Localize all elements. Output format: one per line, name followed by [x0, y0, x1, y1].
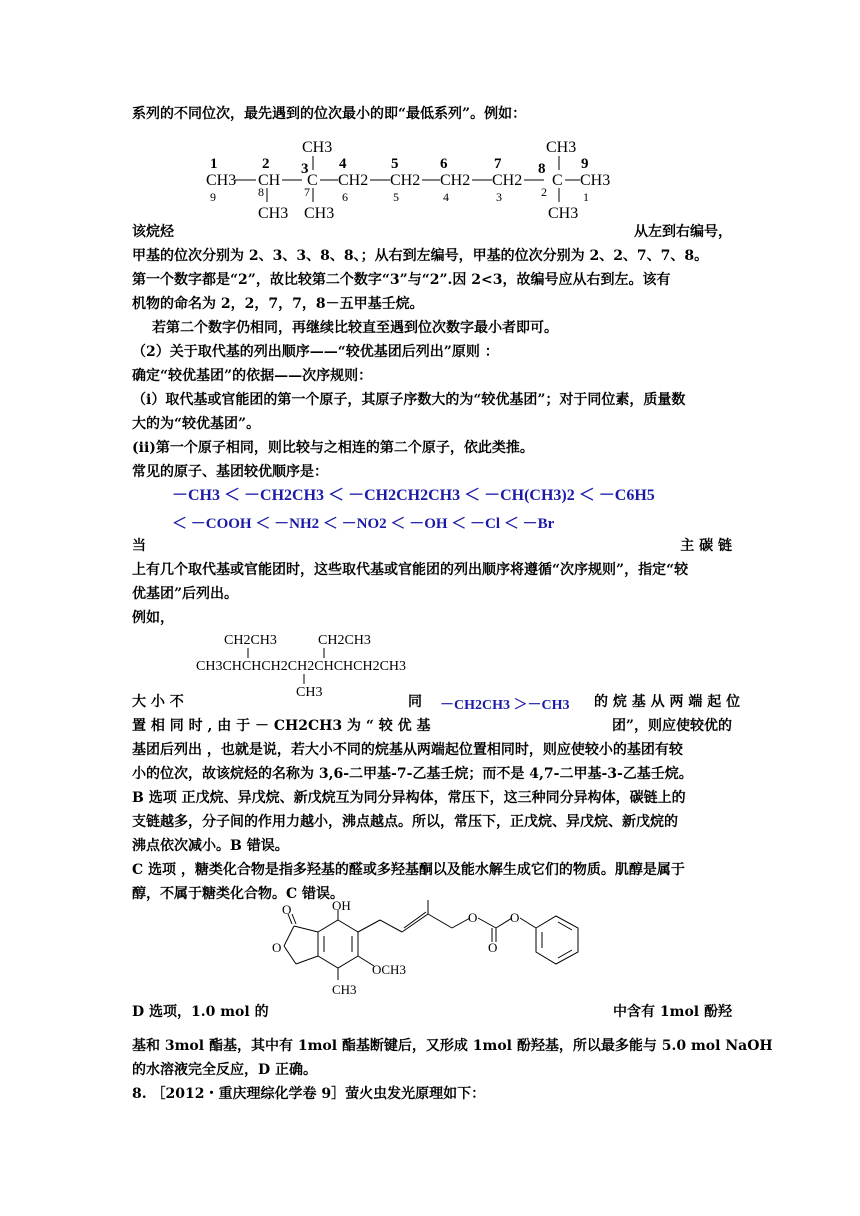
chain-c9: CH3 — [580, 172, 611, 189]
text-line: B 选项 正戊烷、异戊烷、新戊烷互为同分异构体，常压下，这三种同分异构体，碳链上的 — [132, 790, 686, 806]
less-than: ＜ — [464, 487, 481, 504]
locant-bottom-1: 1 — [583, 190, 589, 204]
atom-ester-o2: O — [510, 910, 520, 925]
text-fragment: 置 相 同 时 , 由 于 － CH2CH3 为 “ 较 优 基 — [132, 718, 431, 734]
text-fragment: 从左到右编号， — [634, 224, 732, 240]
group-oh: －OH — [409, 516, 448, 532]
text-line: 醇，不属于糖类化合物。C 错误。 — [132, 886, 345, 902]
atom-oh: OH — [332, 900, 351, 913]
methyl-group-bottom: CH3 — [296, 685, 323, 698]
less-than: ＜ — [322, 516, 338, 532]
text-line: 的水溶液完全反应，D 正确。 — [132, 1062, 318, 1078]
locant-top-8: 8 — [538, 161, 546, 177]
text-line: 支链越多，分子间的作用力越小，沸点越点。所以，常压下，正戊烷、异戊烷、新戊烷的 — [132, 814, 678, 830]
group-ch3-upper-3: CH3 — [302, 139, 333, 156]
group-ch2ch2ch3: －CH2CH2CH3 — [348, 487, 461, 504]
group-ch3: CH3 — [332, 982, 357, 997]
chain-c6: CH2 — [440, 172, 471, 189]
group-isopropyl: －CH(CH3)2 — [484, 487, 575, 504]
locant-bottom-7: 7 — [304, 185, 310, 199]
locant-bottom-8: 8 — [258, 185, 264, 199]
text-line: （i）取代基或官能团的第一个原子，其原子序数大的为“较优基团”；对于同位素，质量数 — [132, 392, 686, 408]
less-than: ＜ — [451, 516, 467, 532]
atom-ester-o: O — [468, 910, 478, 925]
less-than: ＜ — [390, 516, 406, 532]
less-than: ＜ — [328, 487, 345, 504]
priority-row-1 — [172, 482, 692, 505]
text-fragment: 同 — [408, 694, 422, 710]
text-line: C 选项 ，糖类化合物是指多羟基的醛或多羟基酮以及能水解生成它们的物质。肌醇是属于 — [132, 862, 685, 878]
text-line: 小的位次，故该烷烃的名称为 3,6-二甲基-7-乙基壬烷；而不是 4,7-二甲基-3-乙基壬烷。 — [132, 766, 693, 782]
group-och3: OCH3 — [372, 962, 406, 977]
text-line: 大的为“较优基团”。 — [132, 416, 261, 432]
group-ch3-lower-3: CH3 — [304, 205, 335, 222]
chain-c5: CH2 — [390, 172, 421, 189]
locant-top-7: 7 — [494, 156, 502, 172]
text-line: (ii)第一个原子相同，则比较与之相连的第二个原子，依此类推。 — [132, 440, 534, 456]
text-line — [132, 534, 732, 558]
less-than: ＜ — [172, 516, 188, 532]
compare-expression: －CH2CH3 ＞－CH3 — [440, 698, 570, 713]
text-line: （2）关于取代基的列出顺序——“较优基团后列出”原则 ： — [132, 344, 499, 360]
locant-bottom-3: 3 — [496, 190, 502, 204]
locant-top-4: 4 — [339, 156, 347, 172]
group-ch3-lower-8: CH3 — [548, 205, 579, 222]
group-br: －Br — [522, 516, 555, 532]
locant-top-2: 2 — [262, 156, 270, 172]
group-cl: －Cl — [470, 516, 501, 532]
less-than: ＜ — [255, 516, 271, 532]
chain-c4: CH2 — [338, 172, 369, 189]
text-line: 优基团”后列出。 — [132, 586, 239, 602]
atom-carbonyl-o2: O — [488, 940, 498, 955]
text-line: 系列的不同位次，最先遇到的位次最小的即“最低系列”。例如： — [132, 106, 527, 122]
chain-c1: CH3 — [206, 172, 237, 189]
locant-bottom-5: 5 — [393, 190, 399, 204]
locant-top-9: 9 — [581, 156, 589, 172]
locant-bottom-4: 4 — [443, 190, 449, 204]
locant-bottom-2: 2 — [541, 185, 547, 199]
text-line: 8. ［2012・重庆理综化学卷 9］萤火虫发光原理如下： — [132, 1086, 486, 1102]
molecule-structure — [262, 900, 602, 1012]
less-than: ＜ — [503, 516, 519, 532]
text-line: 基团后列出 ，也就是说，若大小不同的烷基从两端起位置相同时，则应使较小的基团有较 — [132, 742, 683, 758]
atom-carbonyl-o: O — [282, 902, 292, 917]
text-fragment: 大 小 不 — [132, 694, 184, 710]
text-line: 基和 3mol 酯基，其中有 1mol 酯基断键后，又形成 1mol 酚羟基，所以最多能与 5.0 mol NaOH — [132, 1038, 773, 1054]
group-cooh: －COOH — [190, 516, 252, 532]
text-fragment: 中含有 1mol 酚羟 — [613, 1004, 732, 1020]
locant-top-6: 6 — [440, 156, 448, 172]
text-fragment: 的 烷 基 从 两 端 起 位 — [594, 694, 741, 710]
chain-c7: CH2 — [492, 172, 523, 189]
locant-top-3: 3 — [301, 161, 309, 177]
text-line: 常见的原子、基团较优顺序是： — [132, 464, 328, 480]
ethyl-group-right: CH2CH3 — [318, 633, 371, 648]
group-ch3-upper-8: CH3 — [546, 139, 577, 156]
locant-bottom-6: 6 — [342, 190, 348, 204]
text-fragment: 团”，则应使较优的 — [611, 718, 732, 734]
text-fragment: 该烷烃 — [132, 224, 174, 240]
main-chain: CH3CHCHCH2CH2CHCHCH2CH3 — [196, 659, 407, 674]
group-phenyl: －C6H5 — [598, 487, 655, 504]
group-ch2ch3: －CH2CH3 — [244, 487, 325, 504]
text-line — [132, 220, 732, 244]
locant-bottom-9: 9 — [210, 190, 216, 204]
text-line: 上有几个取代基或官能团时，这些取代基或官能团的列出顺序将遵循“次序规则”，指定“较 — [132, 562, 689, 578]
chain-c2: CH — [258, 172, 281, 189]
text-line: 机物的命名为 2，2，7，7，8－五甲基壬烷。 — [132, 296, 424, 312]
ethyl-group-left: CH2CH3 — [224, 633, 277, 648]
text-line: 例如， — [132, 610, 174, 626]
chain-c8: C — [552, 172, 563, 189]
group-no2: －NO2 — [341, 516, 387, 532]
group-ch3: －CH3 — [172, 487, 221, 504]
text-line: 确定“较优基团”的依据——次序规则： — [132, 368, 373, 384]
text-fragment: 主 碳 链 — [680, 538, 732, 554]
text-line: 第一个数字都是“2”，故比较第二个数字“3”与“2”.因 2<3，故编号应从右到左。该有 — [132, 272, 671, 288]
group-nh2: －NH2 — [274, 516, 320, 532]
text-fragment: 当 — [132, 538, 146, 554]
alkane-structure-2 — [196, 628, 416, 698]
locant-top-1: 1 — [210, 156, 218, 172]
less-than: ＜ — [224, 487, 241, 504]
less-than: ＜ — [578, 487, 595, 504]
atom-ring-o: O — [272, 940, 282, 955]
alkane-structure-1 — [198, 130, 628, 230]
text-line: 若第二个数字仍相同，再继续比较直至遇到位次数字最小者即可。 — [152, 320, 558, 336]
text-line: 沸点依次减小。B 错误。 — [132, 838, 289, 854]
group-ch3-lower-2: CH3 — [258, 205, 289, 222]
priority-row-2 — [172, 512, 672, 533]
text-fragment: D 选项，1.0 mol 的 — [132, 1004, 269, 1020]
locant-top-5: 5 — [391, 156, 399, 172]
text-line: 甲基的位次分别为 2、3、3、8、8、；从右到左编号，甲基的位次分别为 2、2、7、7、8。 — [132, 248, 709, 264]
chain-c3: C — [307, 172, 318, 189]
